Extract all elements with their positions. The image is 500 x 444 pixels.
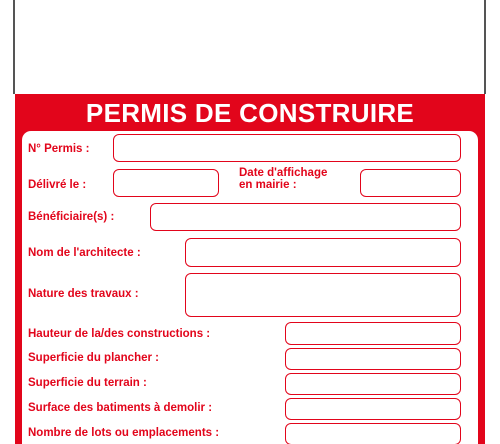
construction-height-field[interactable] xyxy=(285,322,461,345)
posting-date-label-line1: Date d'affichage xyxy=(239,167,328,179)
works-nature-label: Nature des travaux : xyxy=(28,288,139,300)
permit-form xyxy=(22,131,478,444)
beneficiary-field[interactable] xyxy=(150,203,461,231)
permit-number-field[interactable] xyxy=(113,134,461,162)
permit-number-label: N° Permis : xyxy=(28,143,90,155)
land-area-field[interactable] xyxy=(285,373,461,395)
lots-count-label: Nombre de lots ou emplacements : xyxy=(28,427,220,439)
architect-label: Nom de l'architecte : xyxy=(28,247,141,259)
sign-hanger-left xyxy=(13,0,15,94)
demolition-surface-field[interactable] xyxy=(285,398,461,420)
land-area-label: Superficie du terrain : xyxy=(28,377,147,389)
issued-on-field[interactable] xyxy=(113,169,219,197)
floor-area-label: Superficie du plancher : xyxy=(28,352,159,364)
construction-height-label: Hauteur de la/des constructions : xyxy=(28,328,211,340)
demolition-surface-label: Surface des batiments à demolir : xyxy=(28,402,213,414)
architect-field[interactable] xyxy=(185,238,461,267)
posting-date-field[interactable] xyxy=(360,169,461,197)
issued-on-label: Délivré le : xyxy=(28,179,87,191)
lots-count-field[interactable] xyxy=(285,423,461,444)
works-nature-field[interactable] xyxy=(185,273,461,317)
posting-date-label-line2: en mairie : xyxy=(239,179,297,191)
posting-date-label xyxy=(239,167,327,191)
sign-title: PERMIS DE CONSTRUIRE xyxy=(85,98,415,128)
floor-area-field[interactable] xyxy=(285,348,461,370)
beneficiary-label: Bénéficiaire(s) : xyxy=(28,211,115,223)
sign-hanger-right xyxy=(484,0,486,94)
sign-panel xyxy=(15,94,485,444)
